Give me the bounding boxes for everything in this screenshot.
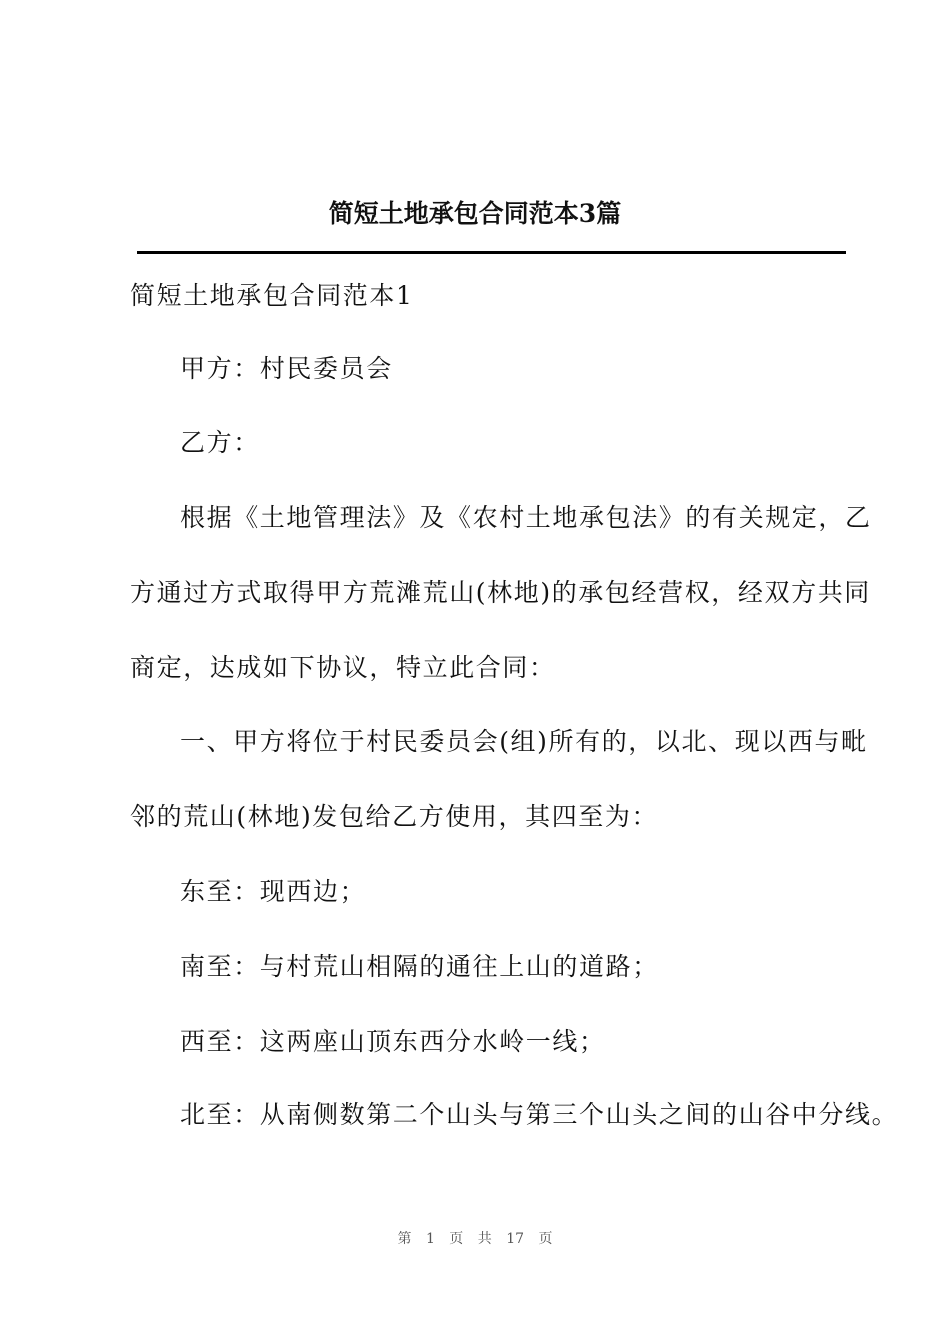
boundary-north-line: 北至：从南侧数第二个山头与第三个山头之间的山谷中分线。 <box>180 1100 899 1129</box>
section-heading: 简短土地承包合同范本1 <box>130 281 414 310</box>
party-b-line: 乙方： <box>180 428 260 457</box>
page-number-footer: 第 1 页 共 17 页 <box>397 1231 553 1247</box>
paragraph-line: 邻的荒山(林地)发包给乙方使用，其四至为： <box>130 802 659 831</box>
paragraph-line: 一、甲方将位于村民委员会(组)所有的，以北、现以西与毗 <box>180 727 868 756</box>
document-title: 简短土地承包合同范本3篇 <box>328 199 622 228</box>
paragraph-line: 根据《土地管理法》及《农村土地承包法》的有关规定，乙 <box>180 503 872 532</box>
boundary-south-line: 南至：与村荒山相隔的通往上山的道路； <box>180 952 659 981</box>
title-underline <box>137 251 846 254</box>
paragraph-line: 方通过方式取得甲方荒滩荒山(林地)的承包经营权，经双方共同 <box>130 578 871 607</box>
boundary-west-line: 西至：这两座山顶东西分水岭一线； <box>180 1027 606 1056</box>
paragraph-line: 商定，达成如下协议，特立此合同： <box>130 653 556 682</box>
party-a-line: 甲方：村民委员会 <box>180 354 393 383</box>
boundary-east-line: 东至：现西边； <box>180 877 367 906</box>
